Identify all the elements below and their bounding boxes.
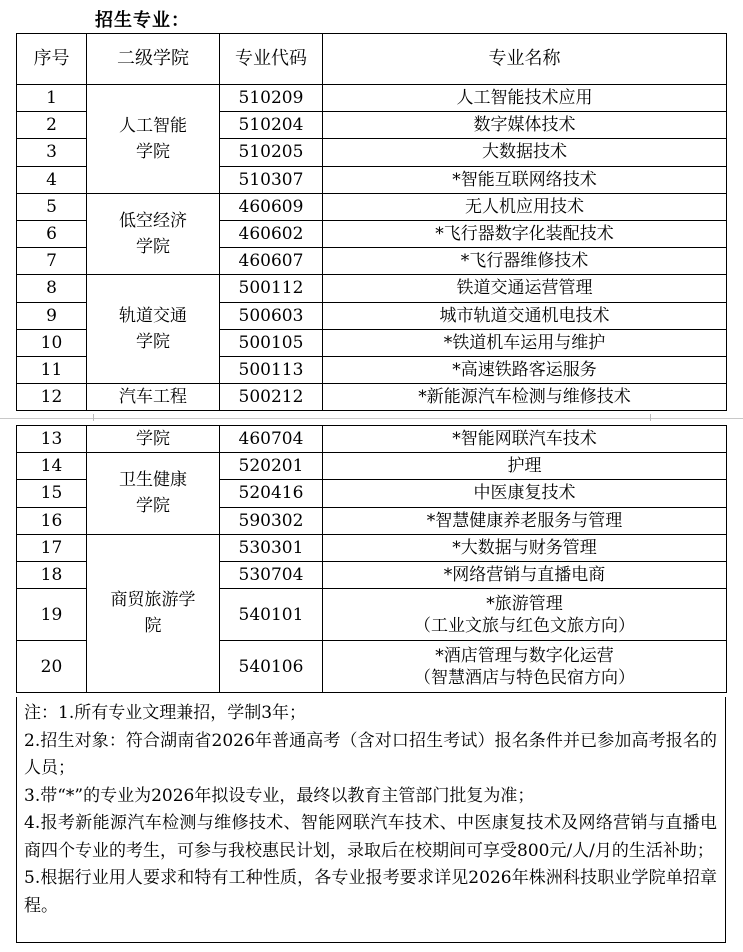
- row-no: 4: [17, 166, 87, 193]
- majors-table-bottom: [16, 425, 727, 693]
- row-no: 19: [17, 589, 87, 641]
- college-low-altitude: 低空经济 学院: [87, 193, 220, 275]
- row-code: 530704: [220, 561, 323, 588]
- row-no: 10: [17, 329, 87, 356]
- row-no: 13: [17, 426, 87, 453]
- table-row: [17, 534, 727, 561]
- row-code: 510204: [220, 112, 323, 139]
- row-major: 中医康复技术: [323, 480, 727, 507]
- row-major: 护理: [323, 453, 727, 480]
- page-break-tick: [650, 414, 651, 421]
- row-code: 460602: [220, 220, 323, 247]
- row-major: *旅游管理 （工业文旅与红色文旅方向）: [323, 589, 727, 641]
- header-major: 专业名称: [323, 34, 727, 85]
- note-1: 注：1.所有专业文理兼招，学制3年；: [24, 703, 307, 723]
- row-no: 11: [17, 356, 87, 383]
- row-code: 540101: [220, 589, 323, 641]
- note-2: 2.招生对象：符合湖南省2026年普通高考（含对口招生考试）报名条件并已参加高考报名的人员；: [24, 730, 717, 778]
- row-major: *智慧健康养老服务与管理: [323, 507, 727, 534]
- row-major: 数字媒体技术: [323, 112, 727, 139]
- note-3: 3.带“*”的专业为2026年拟设专业，最终以教育主管部门批复为准；: [24, 785, 535, 806]
- row-code: 540106: [220, 641, 323, 693]
- row-major: *新能源汽车检测与维修技术: [323, 384, 727, 411]
- row-major: 大数据技术: [323, 139, 727, 166]
- row-no: 7: [17, 248, 87, 275]
- note-4: 4.报考新能源汽车检测与维修技术、智能网联汽车技术、中医康复技术及网络营销与直播电商四个专业的考生，可参与我校惠民计划，录取后在校期间可享受800元/人/月的生活补助；: [24, 813, 717, 861]
- row-no: 1: [17, 85, 87, 112]
- row-code: 500603: [220, 302, 323, 329]
- row-major: 城市轨道交通机电技术: [323, 302, 727, 329]
- row-code: 460704: [220, 426, 323, 453]
- row-no: 16: [17, 507, 87, 534]
- row-code: 510307: [220, 166, 323, 193]
- row-code: 500105: [220, 329, 323, 356]
- row-code: 510205: [220, 139, 323, 166]
- row-no: 12: [17, 384, 87, 411]
- row-major: 无人机应用技术: [323, 193, 727, 220]
- row-major: *高速铁路客运服务: [323, 356, 727, 383]
- header-college: 二级学院: [87, 34, 220, 85]
- row-major: *网络营销与直播电商: [323, 561, 727, 588]
- table-row: [17, 275, 727, 302]
- row-no: 5: [17, 193, 87, 220]
- row-code: 500112: [220, 275, 323, 302]
- row-code: 520201: [220, 453, 323, 480]
- row-major: 人工智能技术应用: [323, 85, 727, 112]
- note-5: 5.根据行业用人要求和特有工种性质，各专业报考要求详见2026年株洲科技职业学院单招章程。: [24, 868, 717, 916]
- row-no: 18: [17, 561, 87, 588]
- table-row: [17, 193, 727, 220]
- row-code: 590302: [220, 507, 323, 534]
- row-code: 510209: [220, 85, 323, 112]
- row-no: 8: [17, 275, 87, 302]
- row-major: *飞行器数字化装配技术: [323, 220, 727, 247]
- college-ai: 人工智能 学院: [87, 85, 220, 194]
- row-major: *智能互联网络技术: [323, 166, 727, 193]
- row-code: 460607: [220, 248, 323, 275]
- row-major: *智能网联汽车技术: [323, 426, 727, 453]
- table-row: [17, 85, 727, 112]
- row-no: 15: [17, 480, 87, 507]
- row-major: *飞行器维修技术: [323, 248, 727, 275]
- page-break-tick: [93, 414, 94, 421]
- row-major: 铁道交通运营管理: [323, 275, 727, 302]
- row-no: 14: [17, 453, 87, 480]
- college-health: 卫生健康 学院: [87, 453, 220, 535]
- header-no: 序号: [17, 34, 87, 85]
- notes-box: [16, 697, 726, 943]
- row-no: 6: [17, 220, 87, 247]
- table-row: [17, 384, 727, 411]
- row-no: 2: [17, 112, 87, 139]
- row-no: 20: [17, 641, 87, 693]
- majors-table-top: [16, 33, 727, 411]
- row-no: 9: [17, 302, 87, 329]
- header-code: 专业代码: [220, 34, 323, 85]
- section-heading: 招生专业：: [95, 10, 190, 31]
- row-no: 3: [17, 139, 87, 166]
- table-header-row: [17, 34, 727, 85]
- college-trade-tourism: 商贸旅游学 院: [87, 534, 220, 692]
- college-auto-top: 汽车工程: [87, 384, 220, 411]
- row-code: 530301: [220, 534, 323, 561]
- row-major: *大数据与财务管理: [323, 534, 727, 561]
- college-auto-bottom: 学院: [87, 426, 220, 453]
- row-code: 500212: [220, 384, 323, 411]
- college-rail: 轨道交通 学院: [87, 275, 220, 384]
- row-code: 500113: [220, 356, 323, 383]
- row-no: 17: [17, 534, 87, 561]
- table-row: [17, 426, 727, 453]
- row-major: *铁道机车运用与维护: [323, 329, 727, 356]
- row-code: 460609: [220, 193, 323, 220]
- row-major: *酒店管理与数字化运营 （智慧酒店与特色民宿方向）: [323, 641, 727, 693]
- page-break-line: [0, 418, 743, 419]
- table-row: [17, 453, 727, 480]
- row-code: 520416: [220, 480, 323, 507]
